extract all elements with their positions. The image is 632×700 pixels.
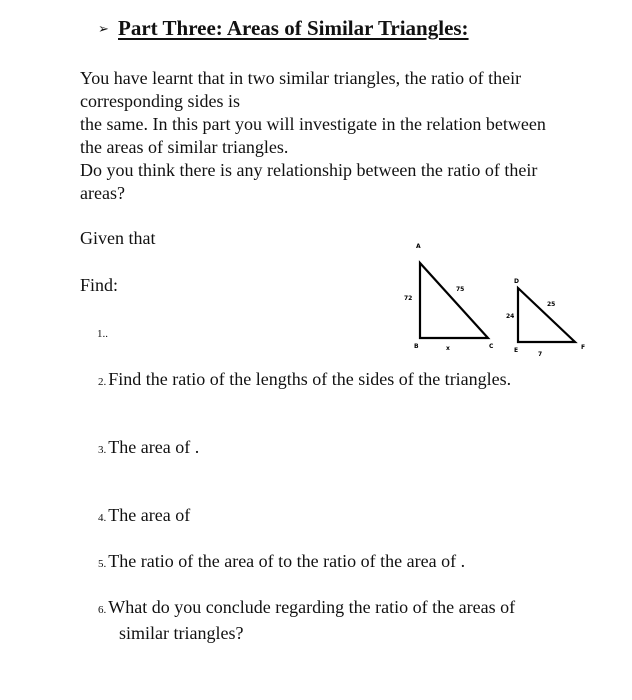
question-4 <box>98 504 190 530</box>
find-label: Find: <box>80 275 119 295</box>
side-label-7: 7 <box>538 351 543 358</box>
vertex-label-d: D <box>514 278 519 285</box>
intro-line: areas? <box>80 183 125 203</box>
question-number: 1. <box>97 328 106 340</box>
vertex-label-e: E <box>514 347 519 354</box>
question-number: 5. <box>98 558 107 570</box>
side-label-x: x <box>446 345 450 352</box>
given-label: Given that <box>80 228 156 248</box>
triangle-def <box>518 288 575 342</box>
vertex-label-b: B <box>414 343 419 350</box>
question-text: The area of <box>108 505 191 525</box>
intro-line: corresponding sides is <box>80 91 240 111</box>
question-number: 6. <box>98 604 107 616</box>
vertex-label-f: F <box>581 344 586 351</box>
question-text-continuation: similar triangles? <box>119 623 244 643</box>
intro-paragraph <box>80 67 600 205</box>
question-number: 4. <box>98 512 107 524</box>
vertex-label-a: A <box>416 243 421 250</box>
triangle-abc <box>420 263 488 338</box>
question-text: Find the ratio of the lengths of the sides of the triangles. <box>108 369 512 389</box>
intro-line: Do you think there is any relationship between the ratio of their <box>80 160 538 180</box>
intro-line: You have learnt that in two similar triangles, the ratio of their <box>80 68 522 88</box>
question-6 <box>98 596 515 645</box>
vertex-label-c: C <box>489 343 494 350</box>
similar-triangles-figure <box>390 236 600 361</box>
question-text: . <box>105 328 108 340</box>
side-label-75: 75 <box>456 286 465 293</box>
page-title: Part Three: Areas of Similar Triangles: <box>118 16 469 40</box>
side-label-25: 25 <box>547 301 556 308</box>
question-2 <box>98 368 511 394</box>
intro-line: the same. In this part you will investigate in the relation between <box>80 114 546 134</box>
bullet-arrow-icon: ➢ <box>98 22 109 37</box>
question-text: The area of . <box>108 437 200 457</box>
intro-line: the areas of similar triangles. <box>80 137 289 157</box>
question-3 <box>98 436 199 462</box>
question-1 <box>97 328 108 340</box>
question-number: 2. <box>98 376 107 388</box>
question-text: The ratio of the area of to the ratio of the area of . <box>108 551 466 571</box>
question-number: 3. <box>98 444 107 456</box>
question-5 <box>98 550 465 576</box>
question-text: What do you conclude regarding the ratio of the areas of <box>108 597 516 617</box>
side-label-24: 24 <box>506 313 515 320</box>
side-label-72: 72 <box>404 295 413 302</box>
